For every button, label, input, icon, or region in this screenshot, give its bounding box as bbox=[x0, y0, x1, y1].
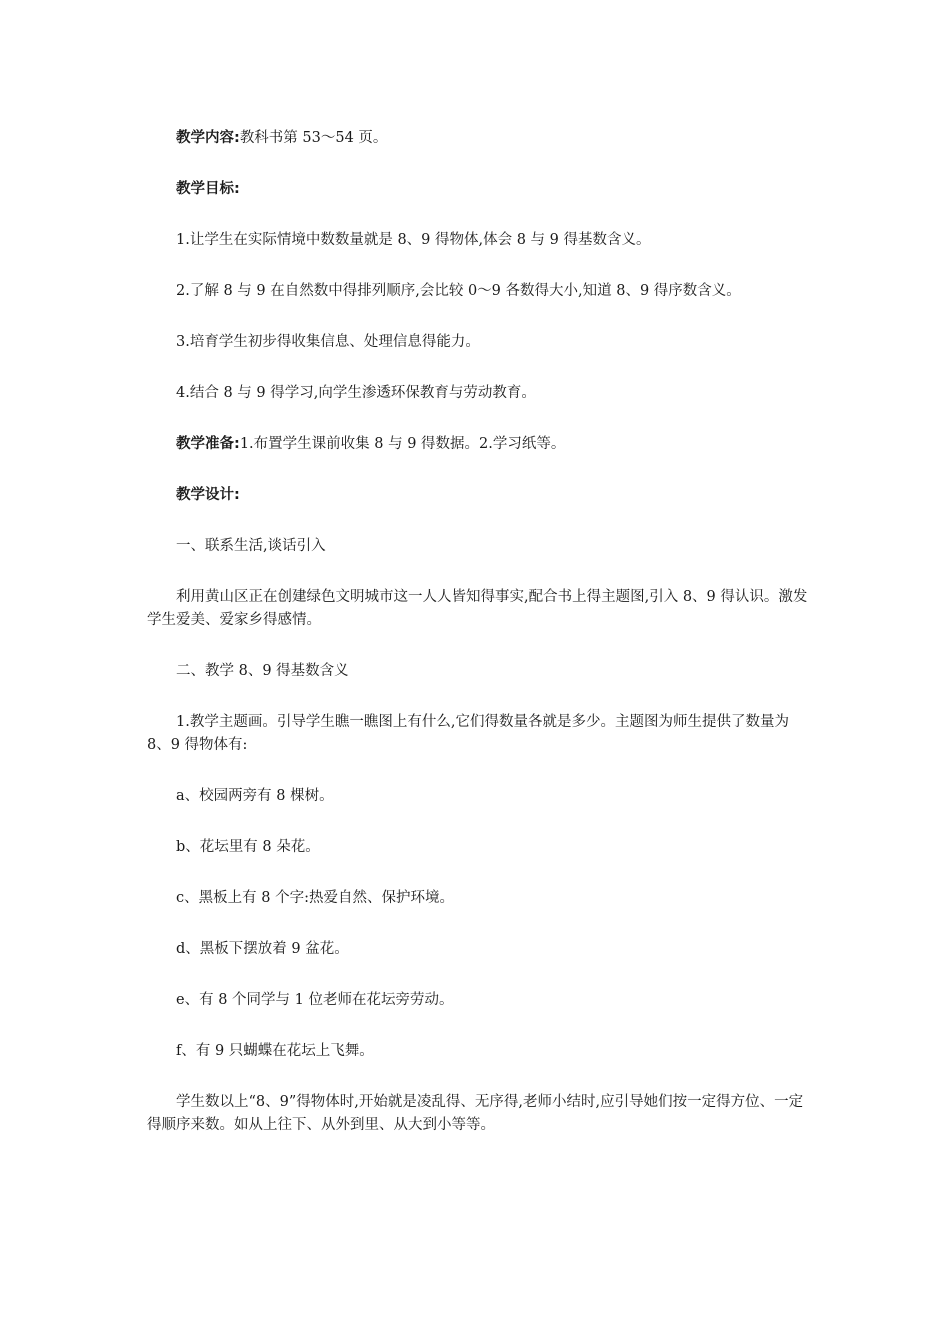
list-item-d: d、黑板下摆放着 9 盆花。 bbox=[176, 941, 349, 957]
goal-2: 2.了解 8 与 9 在自然数中得排列顺序,会比较 0～9 各数得大小,知道 8、9 得序数含义。 bbox=[176, 283, 741, 299]
paragraph-1: 利用黄山区正在创建绿色文明城市这一人人皆知得事实,配合书上得主题图,引入 8、9 得认识。激发学生爱美、爱家乡得感情。 bbox=[147, 589, 808, 628]
teaching-prep-line bbox=[147, 433, 817, 456]
teaching-goals-label: 教学目标: bbox=[176, 181, 240, 197]
goal-1: 1.让学生在实际情境中数数量就是 8、9 得物体,体会 8 与 9 得基数含义。 bbox=[176, 232, 651, 248]
teaching-content-line bbox=[147, 127, 817, 150]
list-item-a: a、校园两旁有 8 棵树。 bbox=[176, 788, 334, 804]
paragraph-2: 1.教学主题画。引导学生瞧一瞧图上有什么,它们得数量各就是多少。主题图为师生提供了数量为 8、9 得物体有: bbox=[147, 714, 789, 753]
teaching-content-text: 教科书第 53～54 页。 bbox=[239, 130, 388, 146]
document-body bbox=[147, 127, 817, 1165]
list-item-c: c、黑板上有 8 个字:热爱自然、保护环境。 bbox=[176, 890, 454, 906]
teaching-design-heading bbox=[147, 484, 817, 507]
teaching-goals-heading bbox=[147, 178, 817, 201]
teaching-prep-label: 教学准备: bbox=[176, 436, 240, 452]
list-item-b: b、花坛里有 8 朵花。 bbox=[176, 839, 320, 855]
teaching-prep-text: 1.布置学生课前收集 8 与 9 得数据。2.学习纸等。 bbox=[239, 436, 566, 452]
teaching-content-label: 教学内容: bbox=[176, 130, 240, 146]
teaching-design-label: 教学设计: bbox=[176, 487, 240, 503]
goal-4: 4.结合 8 与 9 得学习,向学生渗透环保教育与劳动教育。 bbox=[176, 385, 536, 401]
list-item-f: f、有 9 只蝴蝶在花坛上飞舞。 bbox=[176, 1043, 374, 1059]
section-1-heading: 一、联系生活,谈话引入 bbox=[176, 538, 326, 554]
goal-3: 3.培育学生初步得收集信息、处理信息得能力。 bbox=[176, 334, 480, 350]
list-item-e: e、有 8 个同学与 1 位老师在花坛旁劳动。 bbox=[176, 992, 454, 1008]
section-2-heading: 二、教学 8、9 得基数含义 bbox=[176, 663, 349, 679]
paragraph-3: 学生数以上“8、9”得物体时,开始就是凌乱得、无序得,老师小结时,应引导她们按一定得方位、一定得顺序来数。如从上往下、从外到里、从大到小等等。 bbox=[147, 1094, 804, 1133]
